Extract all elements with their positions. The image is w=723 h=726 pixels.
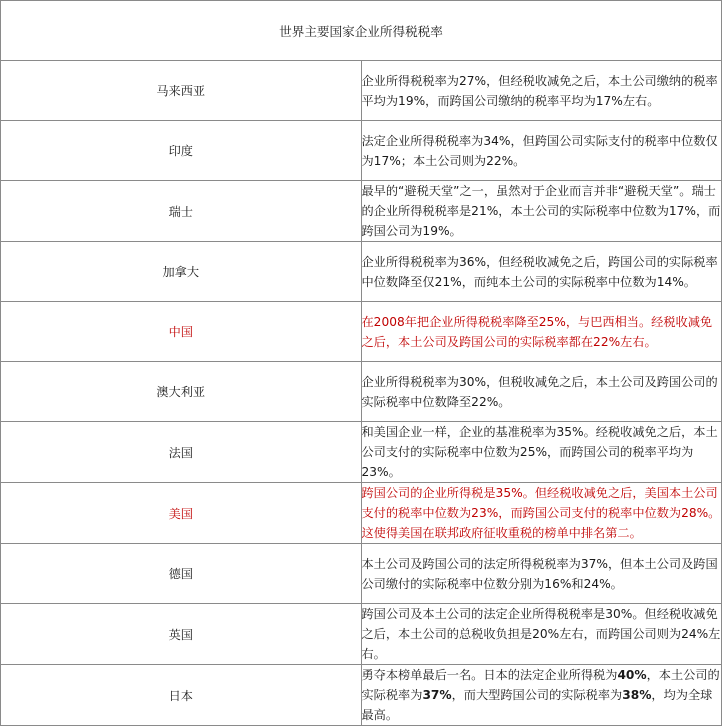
desc-text: ，而大型跨国公司的实际税率为: [451, 688, 623, 702]
table-row-highlighted: [1, 483, 722, 544]
country-cell: 日本: [1, 665, 362, 726]
table-row: [1, 181, 722, 242]
table-row: [1, 61, 722, 121]
description-cell: 最早的“避税天堂”之一，虽然对于企业而言并非“避税天堂”。瑞士的企业所得税税率是21%，本土公司的实际税率中位数为17%，而跨国公司为19%。: [361, 181, 722, 242]
title-row: [1, 1, 722, 61]
table-row: [1, 604, 722, 665]
table-row: [1, 422, 722, 483]
country-cell: 中国: [1, 302, 362, 362]
table-row: [1, 121, 722, 181]
description-cell: 在2008年把企业所得税税率降至25%，与巴西相当。经税收减免之后，本土公司及跨国公司的实际税率都在22%左右。: [361, 302, 722, 362]
description-cell: 本土公司及跨国公司的法定所得税税率为37%，但本土公司及跨国公司缴付的实际税率中位数分别为16%和24%。: [361, 544, 722, 604]
description-cell: 跨国公司的企业所得税是35%。但经税收减免之后，美国本土公司支付的税率中位数为23%，而跨国公司支付的税率中位数为28%。这使得美国在联邦政府征收重税的榜单中排名第二。: [361, 483, 722, 544]
table-title: 世界主要国家企业所得税税率: [1, 1, 722, 61]
desc-bold-value: 38%: [622, 688, 652, 702]
table-row: [1, 362, 722, 422]
country-cell: 英国: [1, 604, 362, 665]
desc-text: 勇夺本榜单最后一名。日本的法定企业所得税为: [361, 668, 618, 682]
desc-text: ，均为全球最高。: [361, 688, 713, 722]
country-cell: 美国: [1, 483, 362, 544]
table-row: [1, 665, 722, 726]
description-cell: 企业所得税税率为27%，但经税收减免之后，本土公司缴纳的税率平均为19%，而跨国公司缴纳的税率平均为17%左右。: [361, 61, 722, 121]
description-cell: 法定企业所得税税率为34%，但跨国公司实际支付的税率中位数仅为17%；本土公司则为22%。: [361, 121, 722, 181]
country-cell: 马来西亚: [1, 61, 362, 121]
country-cell: 加拿大: [1, 242, 362, 302]
table-row: [1, 242, 722, 302]
country-cell: 瑞士: [1, 181, 362, 242]
desc-text: ，本土公司的实际税率为: [361, 668, 720, 702]
description-cell: 企业所得税税率为36%，但经税收减免之后，跨国公司的实际税率中位数降至仅21%，而纯本土公司的实际税率中位数为14%。: [361, 242, 722, 302]
country-cell: 澳大利亚: [1, 362, 362, 422]
desc-bold-value: 40%: [617, 668, 647, 682]
table-row: [1, 544, 722, 604]
table-row-highlighted: [1, 302, 722, 362]
description-cell: 企业所得税税率为30%，但税收减免之后，本土公司及跨国公司的实际税率中位数降至22%。: [361, 362, 722, 422]
description-cell: 跨国公司及本土公司的法定企业所得税税率是30%。但经税收减免之后，本土公司的总税收负担是20%左右，而跨国公司则为24%左右。: [361, 604, 722, 665]
description-cell: 和美国企业一样，企业的基准税率为35%。经税收减免之后，本土公司支付的实际税率中位数为25%，而跨国公司的税率平均为23%。: [361, 422, 722, 483]
country-cell: 德国: [1, 544, 362, 604]
desc-bold-value: 37%: [422, 688, 452, 702]
country-cell: 印度: [1, 121, 362, 181]
country-cell: 法国: [1, 422, 362, 483]
description-cell: [361, 665, 722, 726]
